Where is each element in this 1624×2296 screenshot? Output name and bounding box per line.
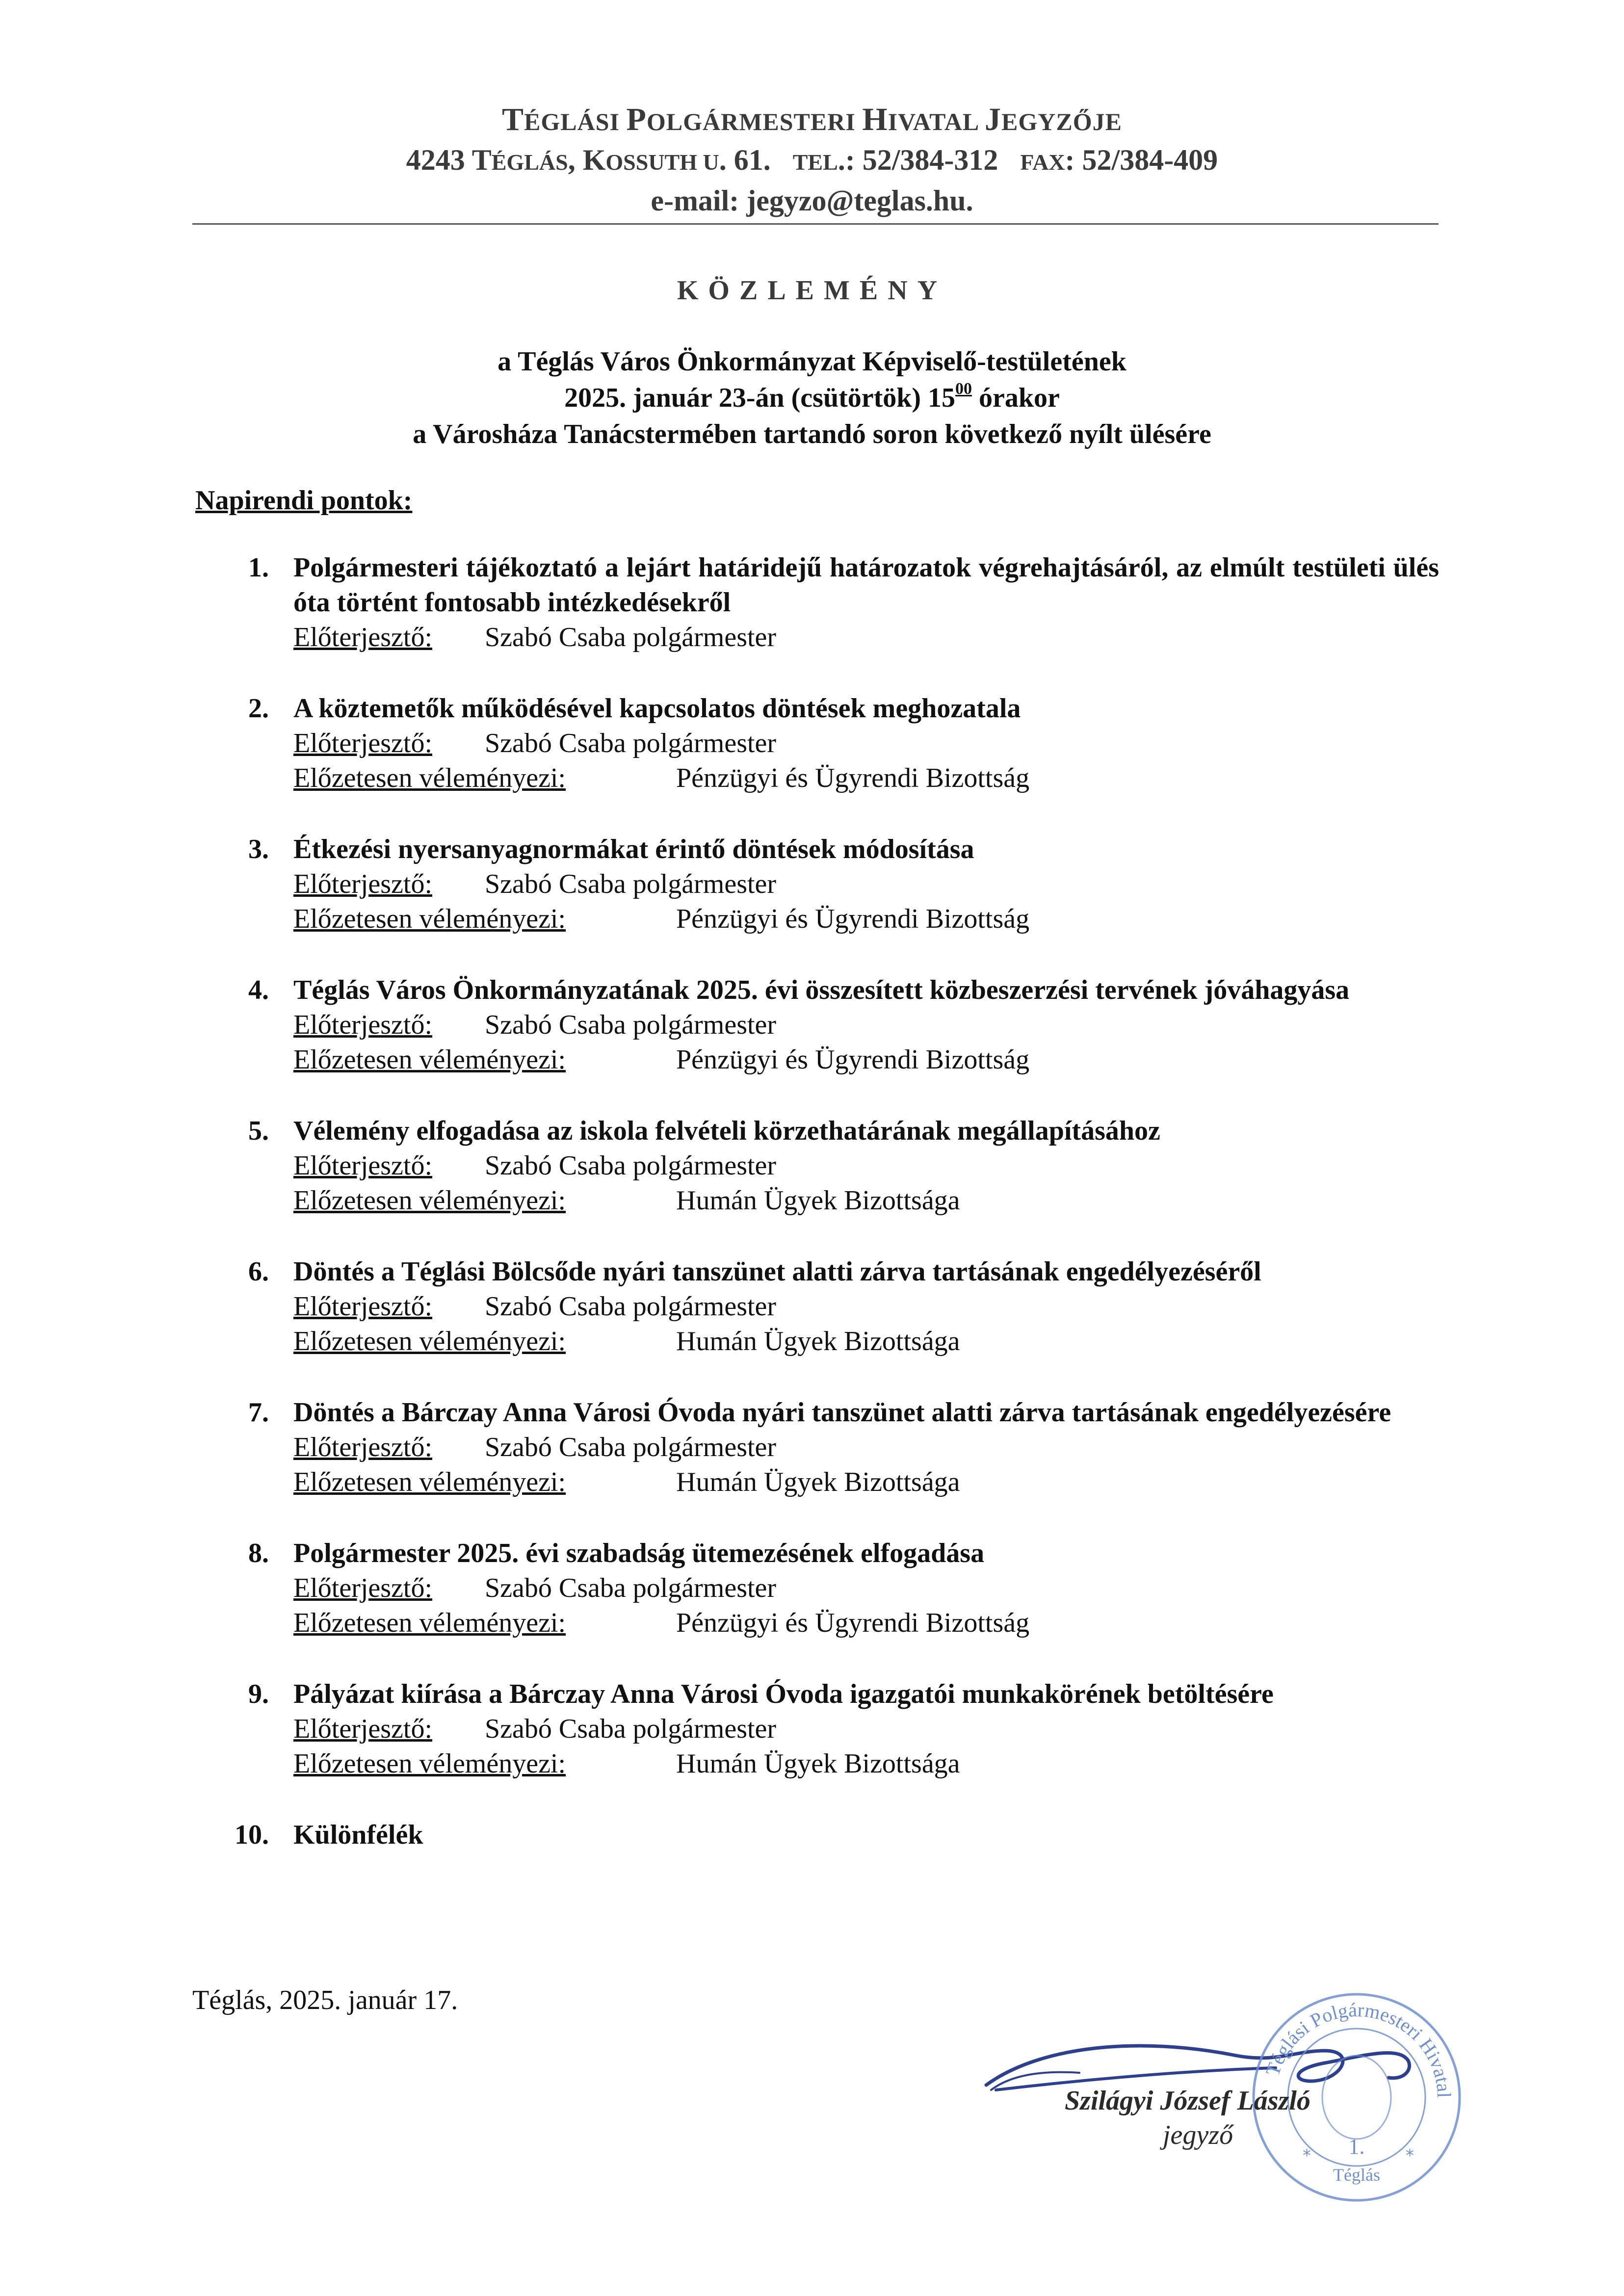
presenter-value: Szabó Csaba polgármester (485, 1432, 777, 1462)
agenda-item-number: 6. (248, 1256, 269, 1287)
presenter-value: Szabó Csaba polgármester (485, 1291, 777, 1322)
opinion-label: Előzetesen véleményezi: (293, 763, 566, 793)
agenda-item (195, 973, 1439, 1077)
phone-number: .: 52/384-312 (838, 144, 998, 176)
office-title-part: OLGÁRMESTERI (646, 108, 863, 135)
agenda-item-number: 4. (248, 975, 269, 1005)
opinion-value: Humán Ügyek Bizottsága (676, 1748, 960, 1779)
agenda-item-presenter (293, 726, 1439, 761)
opinion-label: Előzetesen véleményezi: (293, 1044, 566, 1075)
agenda-item-presenter (293, 1712, 1439, 1747)
agenda-item-title: Étkezési nyersanyagnormákat érintő döntések módosítása (293, 834, 974, 864)
presenter-label: Előterjesztő: (293, 1714, 433, 1744)
agenda-list (195, 550, 1439, 1889)
agenda-item-presenter (293, 1571, 1439, 1606)
opinion-value: Pénzügyi és Ügyrendi Bizottság (676, 1044, 1030, 1075)
opinion-value: Pénzügyi és Ügyrendi Bizottság (676, 1608, 1030, 1638)
letterhead (0, 101, 1624, 220)
presenter-label: Előterjesztő: (293, 1432, 433, 1462)
agenda-item-title: A köztemetők működésével kapcsolatos döntések meghozatala (293, 693, 1021, 724)
presenter-value: Szabó Csaba polgármester (485, 1714, 777, 1744)
notice-title: KÖZLEMÉNY (677, 275, 947, 306)
header-divider (192, 223, 1439, 225)
agenda-item-title: Polgármesteri tájékoztató a lejárt határidejű határozatok végrehajtásáról, az elmúlt testületi ülés óta történt fontosabb intézkedésekről (293, 552, 1439, 618)
stamp-star-icon: * (1303, 2146, 1311, 2166)
address-part: . 61. (719, 144, 771, 176)
phone-label: TEL (792, 150, 838, 175)
agenda-item-number: 10. (235, 1820, 269, 1850)
agenda-item-presenter (293, 1148, 1439, 1183)
agenda-item-number: 5. (248, 1116, 269, 1146)
address-part: ÉGLÁS (491, 150, 568, 175)
opinion-value: Humán Ügyek Bizottsága (676, 1467, 960, 1497)
office-title (0, 101, 1624, 141)
presenter-label: Előterjesztő: (293, 1150, 433, 1181)
presenter-label: Előterjesztő: (293, 1291, 433, 1322)
agenda-item-opinion (293, 1324, 1439, 1359)
opinion-label: Előzetesen véleményezi: (293, 1467, 566, 1497)
agenda-item-title: Pályázat kiírása a Bárczay Anna Városi Óvoda igazgatói munkakörének betöltésére (293, 1679, 1274, 1709)
agenda-item-number: 3. (248, 834, 269, 864)
agenda-item (195, 1254, 1439, 1359)
meeting-time-minutes: 00 (955, 380, 972, 398)
agenda-item-opinion (293, 1606, 1439, 1641)
agenda-item-title: Döntés a Téglási Bölcsőde nyári tanszünet alatti zárva tartásának engedélyezéséről (293, 1256, 1261, 1287)
agenda-item-opinion (293, 902, 1439, 937)
agenda-item-number: 1. (248, 552, 269, 583)
office-title-part: EGYZŐJE (1001, 108, 1122, 135)
stamp-circular-text: Téglási Polgármesteri Hivatal (1261, 1998, 1456, 2098)
opinion-label: Előzetesen véleményezi: (293, 1608, 566, 1638)
office-address (0, 141, 1624, 182)
opinion-label: Előzetesen véleményezi: (293, 1748, 566, 1779)
fax-label: FAX (1020, 150, 1065, 175)
presenter-label: Előterjesztő: (293, 1573, 433, 1603)
office-title-part: ÉGLÁSI (524, 108, 627, 135)
agenda-item-opinion (293, 761, 1439, 796)
presenter-label: Előterjesztő: (293, 622, 433, 652)
stamp-number: 1. (1348, 2135, 1365, 2159)
agenda-item-title: Polgármester 2025. évi szabadság ütemezésének elfogadása (293, 1538, 985, 1568)
agenda-item-opinion (293, 1183, 1439, 1218)
agenda-item (195, 1395, 1439, 1500)
agenda-item (195, 1818, 1439, 1852)
stamp-place: Téglás (1333, 2165, 1380, 2185)
presenter-value: Szabó Csaba polgármester (485, 728, 777, 758)
opinion-value: Pénzügyi és Ügyrendi Bizottság (676, 763, 1030, 793)
agenda-item-number: 8. (248, 1538, 269, 1568)
address-part: T (471, 144, 492, 176)
presenter-value: Szabó Csaba polgármester (485, 869, 777, 899)
agenda-item (195, 832, 1439, 937)
meeting-line-1: a Téglás Város Önkormányzat Képviselő-testületének (498, 346, 1126, 377)
agenda-item-number: 2. (248, 693, 269, 724)
opinion-label: Előzetesen véleményezi: (293, 1185, 566, 1216)
agenda-item-title: Különfélék (293, 1820, 423, 1850)
meeting-time-suffix: órakor (972, 383, 1060, 413)
agenda-item-number: 7. (248, 1397, 269, 1428)
address-part: 4243 (406, 144, 472, 176)
agenda-item (195, 691, 1439, 796)
agenda-item (195, 550, 1439, 655)
stamp-star-icon: * (1406, 2146, 1414, 2166)
agenda-item-presenter (293, 1008, 1439, 1043)
stamp-coat-of-arms (1322, 2056, 1391, 2139)
agenda-item-presenter (293, 1289, 1439, 1324)
meeting-date: 2025. január 23-án (csütörtök) 15 (564, 383, 956, 413)
office-title-part: T (502, 102, 524, 137)
meeting-line-3: a Városháza Tanácstermében tartandó soron következő nyílt ülésére (413, 419, 1211, 449)
agenda-item-opinion (293, 1465, 1439, 1500)
agenda-item (195, 1536, 1439, 1641)
agenda-item-number: 9. (248, 1679, 269, 1709)
agenda-item-title: Téglás Város Önkormányzatának 2025. évi összesített közbeszerzési tervének jóváhagyása (293, 975, 1350, 1005)
address-part: , (568, 144, 583, 176)
address-part: OSSUTH U (605, 150, 719, 175)
opinion-value: Humán Ügyek Bizottsága (676, 1326, 960, 1357)
presenter-value: Szabó Csaba polgármester (485, 1573, 777, 1603)
office-email: e-mail: jegyzo@teglas.hu. (651, 184, 973, 217)
office-title-part: IVATAL (888, 108, 985, 135)
presenter-label: Előterjesztő: (293, 869, 433, 899)
signer-name: Szilágyi József László (1065, 2086, 1310, 2116)
document-date: Téglás, 2025. január 17. (192, 1985, 458, 2015)
signer-role: jegyző (1163, 2120, 1233, 2150)
presenter-value: Szabó Csaba polgármester (485, 622, 777, 652)
fax-number: : 52/384-409 (1065, 144, 1218, 176)
agenda-item-title: Döntés a Bárczay Anna Városi Óvoda nyári tanszünet alatti zárva tartásának engedélyezésére (293, 1397, 1391, 1428)
agenda-item-opinion (293, 1043, 1439, 1077)
agenda-item-title: Vélemény elfogadása az iskola felvételi körzethatárának megállapításához (293, 1116, 1160, 1146)
agenda-item-presenter (293, 867, 1439, 902)
opinion-label: Előzetesen véleményezi: (293, 904, 566, 934)
agenda-heading: Napirendi pontok: (195, 485, 413, 516)
presenter-label: Előterjesztő: (293, 1010, 433, 1040)
opinion-value: Pénzügyi és Ügyrendi Bizottság (676, 904, 1030, 934)
agenda-item (195, 1677, 1439, 1781)
presenter-value: Szabó Csaba polgármester (485, 1010, 777, 1040)
agenda-item (195, 1114, 1439, 1218)
agenda-item-opinion (293, 1747, 1439, 1781)
presenter-value: Szabó Csaba polgármester (485, 1150, 777, 1181)
meeting-line-2 (0, 380, 1624, 416)
agenda-item-presenter (293, 1430, 1439, 1465)
address-part: K (582, 144, 606, 176)
opinion-value: Humán Ügyek Bizottsága (676, 1185, 960, 1216)
office-title-part: J (985, 102, 1002, 137)
presenter-label: Előterjesztő: (293, 728, 433, 758)
agenda-item-presenter (293, 620, 1439, 655)
meeting-description (0, 343, 1624, 452)
opinion-label: Előzetesen véleményezi: (293, 1326, 566, 1357)
office-title-part: P (626, 102, 647, 137)
office-title-part: H (862, 102, 888, 137)
